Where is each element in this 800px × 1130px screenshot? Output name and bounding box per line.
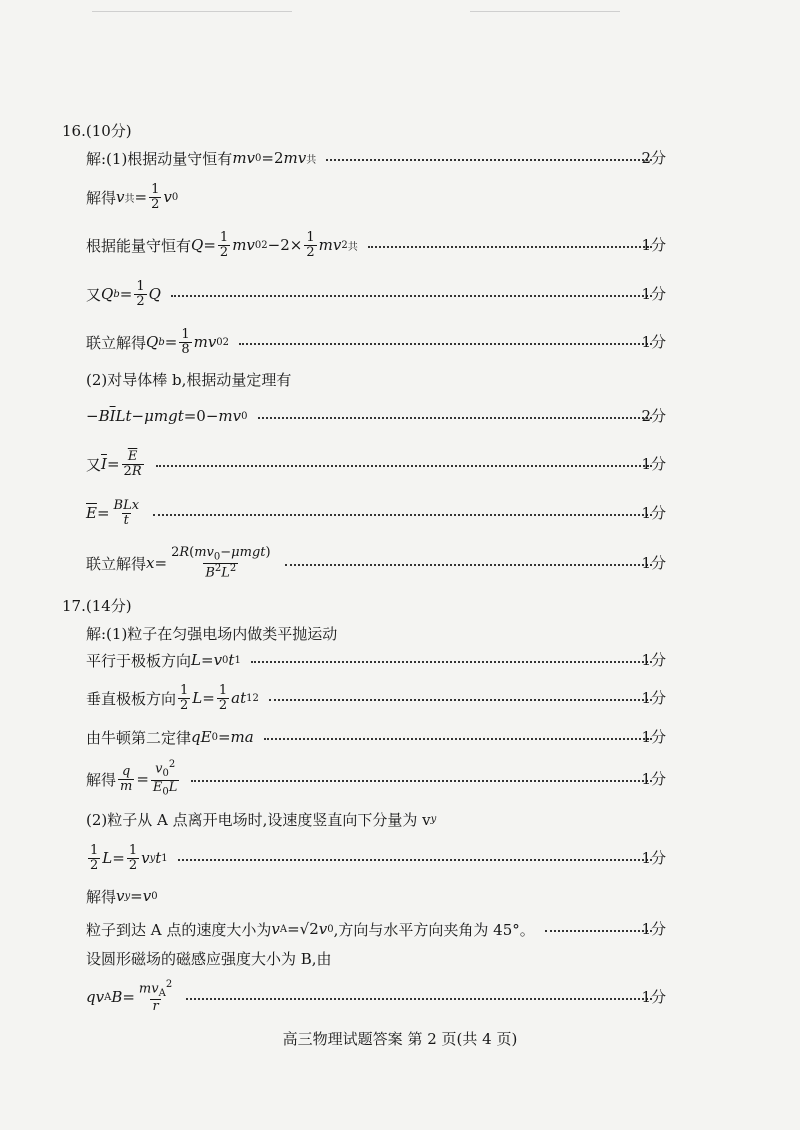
q17-l2-formula: L = v 0 t 1 (191, 651, 241, 669)
q16-l10-score: 1分 (641, 554, 666, 572)
q17-line-2: 平行于极板方向 L = v 0 t 1 (86, 647, 662, 673)
q16-line-1 (86, 145, 662, 171)
q16-l5-score: 1分 (641, 333, 666, 351)
q17-header: 17.(14分) (62, 596, 132, 615)
q16-line-3: 根据能量守恒有 Q = $\frac{1}{2}$ mv 0 2 −2× $\frac{1}{2}$ mv 2 共 (86, 232, 662, 258)
q17-line-3: 垂直极板方向 $\frac{1}{2}$ L = $\frac{1}{2}$ at 1 2 (86, 685, 662, 711)
q17-l9-score: 1分 (641, 920, 666, 938)
q16-l8-formula: $\overline{I}$ = $\frac{\overline{E}}{2R}$ (101, 448, 142, 479)
q16-line-10: 联立解得 x = $\frac{2R(mv_0-\mu mgt)}{B^2L^2}$ (86, 550, 662, 576)
q16-l7-formula: − B $\overline{I}$ Lt − μmgt =0− mv 0 (86, 407, 248, 425)
q16-l3-formula: Q = $\frac{1}{2}$ mv 0 2 −2× $\frac{1}{2}$ mv 2 共 (191, 229, 358, 260)
q17-line-4: 由牛顿第二定律 qE 0 = ma (86, 724, 662, 750)
dot-leader (264, 738, 652, 740)
q16-header: 16.(10分) (62, 121, 132, 140)
scan-edge-line (470, 11, 620, 12)
dot-leader (285, 564, 652, 566)
q17-l3-formula: $\frac{1}{2}$ L = $\frac{1}{2}$ at 1 2 (180, 682, 259, 713)
dot-leader (258, 417, 653, 419)
q17-line-1: 解:(1)粒子在匀强电场内做类平抛运动 (86, 624, 338, 643)
q16-l1-text: 解:(1)根据动量守恒有 (86, 149, 233, 168)
q17-l4-formula: qE 0 = ma (191, 728, 254, 746)
q17-l4-score: 1分 (641, 728, 666, 746)
q17-l3-score: 1分 (641, 689, 666, 707)
q17-line-10: 设圆形磁场的磁感应强度大小为 B,由 (86, 949, 332, 968)
q16-l5-formula: Q b = $\frac{1}{8}$ mv 0 2 (146, 326, 230, 357)
q16-l1-formula: mv 0 =2 mv 共 (232, 149, 317, 167)
q16-line-8: 又 $\overline{I}$ = $\frac{\overline{E}}{2R}$ (86, 451, 662, 477)
q16-line-5: 联立解得 Q b = $\frac{1}{8}$ mv 0 2 (86, 329, 662, 355)
dot-leader (251, 661, 652, 663)
q16-line-2: 解得 v 共 = $\frac{1}{2}$ v 0 (86, 181, 179, 212)
q17-l11-score: 1分 (641, 988, 666, 1006)
dot-leader (171, 295, 652, 297)
q16-l2-formula: v 共 = $\frac{1}{2}$ v 0 (116, 181, 179, 212)
scan-edge-line (92, 11, 292, 12)
q17-l5-formula: $\frac{q}{m}$ = $\frac{v_0^2}{E_0L}$ (120, 759, 178, 798)
q16-l3-score: 1分 (641, 236, 666, 254)
q17-l8-formula: v y = v 0 (116, 887, 158, 905)
q17-l2-score: 1分 (641, 651, 666, 669)
q17-line-6: (2)粒子从 A 点离开电场时,设速度竖直向下分量为 v y (86, 810, 437, 829)
page-footer: 高三物理试题答案 第 2 页(共 4 页) (282, 1030, 518, 1048)
dot-leader (368, 246, 652, 248)
q16-line-9 (86, 497, 662, 528)
q17-line-7 (86, 842, 662, 873)
q16-l8-score: 1分 (641, 455, 666, 473)
q16-l10-formula: x = $\frac{2R(mv_0-\mu mgt)}{B^2L^2}$ (146, 544, 271, 581)
q17-line-8: 解得 v y = v 0 (86, 887, 158, 906)
q16-line-7 (86, 403, 662, 429)
q17-l9-formula: v A =√2 v 0 (271, 920, 334, 938)
q17-l7-score: 1分 (641, 849, 666, 867)
q16-l4-formula: Q b = $\frac{1}{2}$ Q (101, 278, 161, 309)
dot-leader (269, 699, 652, 701)
q16-line-6: (2)对导体棒 b,根据动量定理有 (86, 370, 292, 389)
dot-leader (153, 514, 652, 516)
dot-leader (326, 159, 652, 161)
q17-l11-formula: qv A B = $\frac{mv_A^2}{r}$ (86, 978, 173, 1015)
dot-leader (178, 859, 652, 861)
q16-l9-formula: $\overline{E}$ = $\frac{\text{BLx}}{t}$ (86, 497, 140, 528)
q16-l4-score: 1分 (641, 285, 666, 303)
q16-l1-score: 2分 (641, 149, 666, 167)
dot-leader (186, 998, 652, 1000)
q17-line-5: 解得 $\frac{q}{m}$ = $\frac{v_0^2}{E_0L}$ (86, 766, 662, 792)
q16-l7-score: 2分 (641, 407, 666, 425)
q16-l9-score: 1分 (641, 504, 666, 522)
q17-line-11 (86, 978, 662, 1015)
q17-line-9: 粒子到达 A 点的速度大小为 v A =√2 v 0 ,方向与水平方向夹角为 45°。 (86, 916, 662, 942)
q17-l7-formula: $\frac{1}{2}$ L = $\frac{1}{2}$ v y t 1 (90, 842, 168, 873)
q17-l5-score: 1分 (641, 770, 666, 788)
dot-leader (191, 780, 652, 782)
dot-leader (156, 465, 652, 467)
q16-line-4: 又 Q b = $\frac{1}{2}$ Q (86, 281, 662, 307)
dot-leader (239, 343, 652, 345)
